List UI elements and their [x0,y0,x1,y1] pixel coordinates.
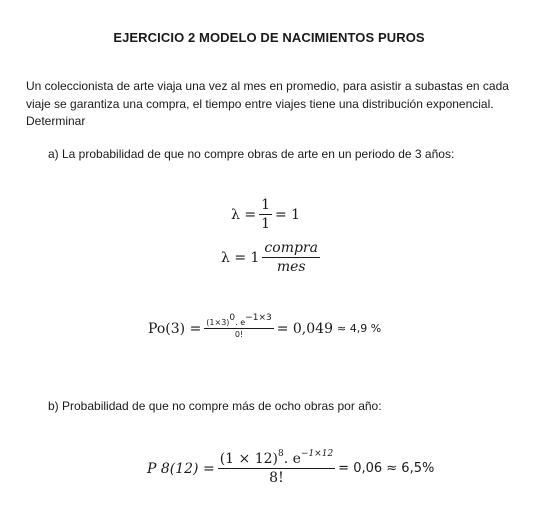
eq3-approx: ≈ 4,9 % [336,322,382,336]
eq4-num-exp2: −1×12 [300,449,334,460]
eq1-numerator: 1 [259,197,272,215]
eq1-lhs: λ = [231,206,257,223]
equation-p8-12 [147,451,434,486]
eq1-denominator: 1 [261,216,270,233]
eq1-rhs: = 1 [274,206,301,223]
eq3-rhs: = 0,049 [276,320,333,337]
eq3-fraction [204,313,273,340]
eq4-num-base: (1 × 12) [219,451,278,467]
equation-lambda-units [221,240,323,275]
eq2-numerator: compra [262,240,320,258]
eq3-num-base: (1×3) [206,318,230,327]
page-title: EJERCICIO 2 MODELO DE NACIMIENTOS PUROS [113,30,425,45]
eq2-lhs: λ = 1 [221,249,260,266]
eq2-fraction [262,240,320,275]
problem-statement: Un coleccionista de arte viaja una vez al mes en promedio, para asistir a subastas en cada viaje se garantiza una compra, el tiempo entre viajes tiene una distribución exponencial. Determinar [26,79,509,128]
eq4-num-exp: 8 [277,449,284,460]
eq3-numerator [204,313,273,329]
eq3-num-exp2: −1×3 [245,313,272,324]
eq4-denominator: 8! [269,470,284,487]
eq4-lhs: P 8(12) = [147,460,215,477]
eq1-fraction [259,197,272,232]
eq3-denominator: 0! [234,330,244,340]
equation-lambda-rate [231,197,300,232]
eq3-lhs: Po(3) = [148,320,202,337]
eq4-rhs: = 0,06 ≈ 6,5% [338,461,435,477]
eq4-num-mid: . e [283,451,301,467]
equation-po3 [148,313,382,340]
eq4-fraction [218,451,335,486]
question-b: b) Probabilidad de que no compre más de ocho obras por año: [48,399,382,413]
eq4-numerator [218,451,335,469]
eq2-denominator: mes [276,259,306,276]
eq3-num-exp: 0 [229,313,236,324]
eq3-num-mid: . e [235,318,246,327]
question-a: a) La probabilidad de que no compre obras de arte en un periodo de 3 años: [48,147,455,161]
